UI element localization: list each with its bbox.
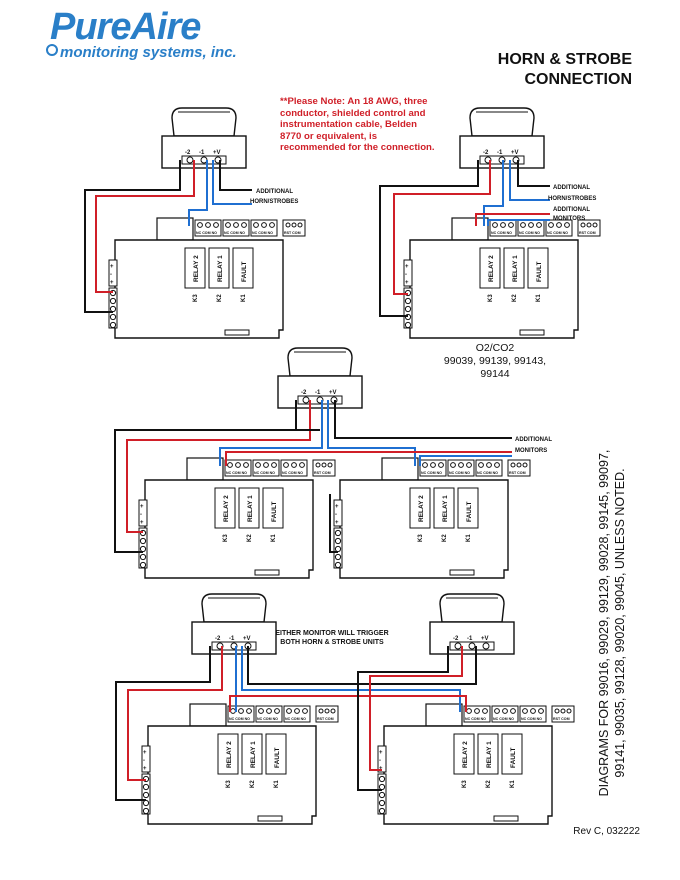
horn-strobe-unit-2 bbox=[460, 108, 544, 168]
left-terminal-sign: + bbox=[405, 264, 409, 270]
horn-terminal-label: -1 bbox=[497, 150, 503, 156]
relay-terminal-label: NC COM NO bbox=[252, 231, 273, 235]
left-terminal-screw bbox=[110, 298, 115, 303]
left-terminal-sign: - bbox=[379, 758, 381, 764]
terminal-screw bbox=[303, 709, 308, 714]
terminal-screw bbox=[331, 709, 335, 713]
terminal-screw bbox=[316, 463, 320, 467]
monitor-board-3 bbox=[139, 458, 335, 578]
relay-terminal-label: NC COM NO bbox=[226, 471, 247, 475]
relay-terminal-label: NC COM NO bbox=[196, 231, 217, 235]
terminal-screw bbox=[236, 463, 241, 468]
reset-terminal-label: RST COM bbox=[553, 717, 570, 721]
terminal-screw bbox=[487, 463, 492, 468]
horn-terminal-label: -2 bbox=[215, 636, 221, 642]
left-terminal-sign: + bbox=[143, 750, 147, 756]
terminal-screw bbox=[272, 463, 277, 468]
terminal-screw bbox=[521, 223, 526, 228]
terminal-screw bbox=[565, 223, 570, 228]
terminal-screw bbox=[322, 463, 326, 467]
monitor-board-2 bbox=[404, 218, 600, 338]
terminal-screw bbox=[300, 463, 305, 468]
horn-terminal-label: +V bbox=[213, 150, 221, 156]
relay-code: K1 bbox=[274, 780, 280, 788]
board-connector bbox=[494, 816, 518, 821]
group-name: O2/CO2 bbox=[475, 342, 515, 354]
relay-terminal-label: NC COM NO bbox=[282, 471, 303, 475]
horn-terminal-label: +V bbox=[243, 636, 251, 642]
terminal-screw bbox=[451, 463, 456, 468]
left-terminal-sign: + bbox=[379, 766, 383, 772]
terminal-screw bbox=[467, 709, 472, 714]
horn-terminal-label: +V bbox=[511, 150, 519, 156]
left-terminal-sign: + bbox=[110, 280, 114, 286]
board-connector bbox=[258, 816, 282, 821]
relay-label: FAULT bbox=[466, 501, 473, 522]
monitor-board-1 bbox=[109, 218, 305, 338]
left-terminal-screw bbox=[143, 784, 148, 789]
terminal-screw bbox=[509, 223, 514, 228]
left-terminal-screw bbox=[143, 808, 148, 813]
terminal-screw bbox=[328, 463, 332, 467]
terminal-screw bbox=[557, 223, 562, 228]
left-terminal-screw bbox=[140, 554, 145, 559]
terminal-screw bbox=[467, 463, 472, 468]
left-terminal-sign: - bbox=[405, 272, 407, 278]
horn-terminal-screw bbox=[469, 643, 475, 649]
board-connector bbox=[255, 570, 279, 575]
terminal-screw bbox=[231, 709, 236, 714]
horn-terminal-label: -1 bbox=[467, 636, 473, 642]
relay-label: FAULT bbox=[510, 747, 517, 768]
horn-strobe-unit-5 bbox=[192, 594, 276, 654]
relay-code: K2 bbox=[247, 534, 253, 542]
left-terminal-screw bbox=[379, 776, 384, 781]
terminal-screw bbox=[593, 223, 597, 227]
terminal-screw bbox=[267, 709, 272, 714]
terminal-screw bbox=[319, 709, 323, 713]
horn-strobes-label-2: HORN/STROBES bbox=[548, 196, 597, 202]
terminal-screw bbox=[511, 463, 515, 467]
terminal-screw bbox=[549, 223, 554, 228]
left-terminal-sign: - bbox=[335, 512, 337, 518]
wire-blue-3 bbox=[220, 400, 322, 466]
terminal-screw bbox=[226, 223, 231, 228]
terminal-screw bbox=[539, 709, 544, 714]
relay-code: K2 bbox=[250, 780, 256, 788]
wire-blue-1 bbox=[189, 160, 207, 226]
left-terminal-screw bbox=[379, 808, 384, 813]
trigger-line-1: EITHER MONITOR WILL TRIGGER bbox=[275, 630, 389, 637]
logo-name: PureAire bbox=[50, 6, 201, 48]
terminal-screw bbox=[325, 709, 329, 713]
additional-label-1: ADDITIONAL bbox=[256, 189, 293, 195]
models-line-2: 99141, 99035, 99128, 99020, 99045, UNLESS NOTED. bbox=[613, 468, 627, 778]
horn-terminal-screw bbox=[303, 397, 309, 403]
left-terminal-screw bbox=[335, 538, 340, 543]
relay-label: RELAY 1 bbox=[247, 495, 254, 522]
models-line-1: DIAGRAMS FOR 99016, 99029, 99129, 99028, 99145, 99097, bbox=[597, 449, 611, 797]
page-title bbox=[498, 50, 632, 90]
relay-code: K1 bbox=[241, 294, 247, 302]
terminal-screw bbox=[523, 709, 528, 714]
horn-terminal-screw bbox=[455, 643, 461, 649]
horn-terminal-label: -1 bbox=[315, 390, 321, 396]
relay-terminal-label: NC COM NO bbox=[285, 717, 306, 721]
relay-label: RELAY 1 bbox=[512, 255, 519, 282]
relay-label: RELAY 2 bbox=[226, 741, 233, 768]
terminal-screw bbox=[244, 463, 249, 468]
revision-label: Rev C, 032222 bbox=[573, 826, 640, 837]
monitor-board-5 bbox=[142, 704, 338, 824]
relay-code: K2 bbox=[486, 780, 492, 788]
horn-strobes-label-1: HORN/STROBES bbox=[250, 199, 299, 205]
reset-terminal-label: RST COM bbox=[579, 231, 596, 235]
left-terminal-sign: + bbox=[405, 280, 409, 286]
terminal-screw bbox=[286, 223, 290, 227]
relay-label: RELAY 2 bbox=[462, 741, 469, 768]
terminal-screw bbox=[298, 223, 302, 227]
wire-blue-4b bbox=[242, 646, 460, 712]
monitor-board-6 bbox=[378, 704, 574, 824]
relay-label: RELAY 2 bbox=[488, 255, 495, 282]
board-connector bbox=[225, 330, 249, 335]
group-models: 99039, 99139, 99143, 99144 bbox=[443, 355, 547, 380]
trigger-note bbox=[272, 629, 392, 647]
left-terminal-sign: - bbox=[140, 512, 142, 518]
relay-terminal-label: NC COM NO bbox=[449, 471, 470, 475]
terminal-screw bbox=[503, 709, 508, 714]
monitor-board-4 bbox=[334, 458, 530, 578]
board-connector bbox=[520, 330, 544, 335]
terminal-screw bbox=[493, 223, 498, 228]
left-terminal-screw bbox=[335, 530, 340, 535]
left-terminal-screw bbox=[143, 792, 148, 797]
relay-terminal-label: NC COM NO bbox=[521, 717, 542, 721]
relay-label: FAULT bbox=[271, 501, 278, 522]
terminal-screw bbox=[523, 463, 527, 467]
trigger-line-2: BOTH HORN & STROBE UNITS bbox=[280, 639, 384, 646]
relay-code: K2 bbox=[442, 534, 448, 542]
terminal-screw bbox=[198, 223, 203, 228]
horn-strobe-unit-3 bbox=[278, 348, 362, 408]
left-terminal-sign: + bbox=[379, 750, 383, 756]
terminal-screw bbox=[479, 463, 484, 468]
terminal-screw bbox=[587, 223, 591, 227]
terminal-screw bbox=[270, 223, 275, 228]
terminal-screw bbox=[239, 709, 244, 714]
terminal-screw bbox=[292, 463, 297, 468]
relay-code: K1 bbox=[466, 534, 472, 542]
relay-code: K1 bbox=[510, 780, 516, 788]
left-terminal-sign: + bbox=[335, 504, 339, 510]
relay-code: K2 bbox=[512, 294, 518, 302]
relay-label: RELAY 2 bbox=[223, 495, 230, 522]
o2-co2-label bbox=[440, 342, 550, 381]
terminal-screw bbox=[287, 709, 292, 714]
terminal-screw bbox=[501, 223, 506, 228]
relay-label: FAULT bbox=[241, 261, 248, 282]
terminal-screw bbox=[537, 223, 542, 228]
relay-code: K3 bbox=[193, 294, 199, 302]
relay-label: FAULT bbox=[274, 747, 281, 768]
relay-label: RELAY 1 bbox=[217, 255, 224, 282]
terminal-screw bbox=[284, 463, 289, 468]
left-terminal-sign: + bbox=[110, 264, 114, 270]
left-terminal-screw bbox=[335, 546, 340, 551]
relay-terminal-label: NC COM NO bbox=[465, 717, 486, 721]
horn-terminal-label: -2 bbox=[301, 390, 307, 396]
horn-terminal-label: +V bbox=[329, 390, 337, 396]
board-tab bbox=[452, 218, 488, 240]
terminal-screw bbox=[495, 709, 500, 714]
horn-terminal-screw bbox=[187, 157, 193, 163]
left-terminal-sign: - bbox=[110, 272, 112, 278]
terminal-screw bbox=[495, 463, 500, 468]
left-terminal-screw bbox=[379, 792, 384, 797]
relay-label: RELAY 1 bbox=[442, 495, 449, 522]
left-terminal-screw bbox=[140, 538, 145, 543]
cable-note: **Please Note: An 18 AWG, three conductor, shielded control and instrumentation cable, Belden 8770 or equivalent, is recommended for the connection. bbox=[280, 96, 435, 153]
relay-code: K2 bbox=[217, 294, 223, 302]
terminal-screw bbox=[555, 709, 559, 713]
left-terminal-sign: + bbox=[140, 504, 144, 510]
terminal-screw bbox=[561, 709, 565, 713]
monitors-label-2: MONITORS bbox=[553, 216, 586, 222]
terminal-screw bbox=[439, 463, 444, 468]
wire-blue-3b bbox=[328, 400, 415, 466]
left-terminal-sign: + bbox=[335, 520, 339, 526]
relay-code: K3 bbox=[226, 780, 232, 788]
relay-code: K3 bbox=[418, 534, 424, 542]
terminal-screw bbox=[581, 223, 585, 227]
left-terminal-screw bbox=[110, 314, 115, 319]
board-tab bbox=[382, 458, 418, 480]
relay-label: RELAY 1 bbox=[486, 741, 493, 768]
relay-code: K3 bbox=[488, 294, 494, 302]
left-terminal-sign: + bbox=[143, 766, 147, 772]
terminal-screw bbox=[295, 709, 300, 714]
relay-terminal-label: NC COM NO bbox=[493, 717, 514, 721]
terminal-screw bbox=[228, 463, 233, 468]
relay-terminal-label: NC COM NO bbox=[491, 231, 512, 235]
reset-terminal-label: RST COM bbox=[284, 231, 301, 235]
left-terminal-screw bbox=[143, 800, 148, 805]
additional-label-4: ADDITIONAL bbox=[515, 437, 552, 443]
logo-tagline: monitoring systems, inc. bbox=[60, 44, 237, 61]
relay-label: RELAY 2 bbox=[193, 255, 200, 282]
terminal-screw bbox=[475, 709, 480, 714]
terminal-screw bbox=[206, 223, 211, 228]
relay-label: FAULT bbox=[536, 261, 543, 282]
terminal-screw bbox=[262, 223, 267, 228]
terminal-screw bbox=[459, 463, 464, 468]
left-terminal-screw bbox=[140, 562, 145, 567]
monitors-label-3: MONITORS bbox=[515, 448, 548, 454]
left-terminal-screw bbox=[335, 562, 340, 567]
relay-code: K1 bbox=[271, 534, 277, 542]
terminal-screw bbox=[256, 463, 261, 468]
relay-terminal-label: NC COM NO bbox=[547, 231, 568, 235]
relay-code: K3 bbox=[462, 780, 468, 788]
models-note bbox=[596, 413, 628, 833]
relay-label: RELAY 1 bbox=[250, 741, 257, 768]
left-terminal-screw bbox=[110, 322, 115, 327]
left-terminal-sign: + bbox=[140, 520, 144, 526]
additional-label-2: ADDITIONAL bbox=[553, 185, 590, 191]
relay-terminal-label: NC COM NO bbox=[254, 471, 275, 475]
terminal-screw bbox=[242, 223, 247, 228]
left-terminal-screw bbox=[379, 784, 384, 789]
terminal-screw bbox=[292, 223, 296, 227]
relay-terminal-label: NC COM NO bbox=[229, 717, 250, 721]
horn-terminal-label: -1 bbox=[199, 150, 205, 156]
relay-code: K1 bbox=[536, 294, 542, 302]
horn-terminal-label: -2 bbox=[185, 150, 191, 156]
relay-terminal-label: NC COM NO bbox=[257, 717, 278, 721]
terminal-screw bbox=[531, 709, 536, 714]
left-terminal-sign: - bbox=[143, 758, 145, 764]
horn-strobe-unit-6 bbox=[430, 594, 514, 654]
terminal-screw bbox=[423, 463, 428, 468]
terminal-screw bbox=[254, 223, 259, 228]
board-tab bbox=[157, 218, 193, 240]
horn-terminal-label: -1 bbox=[229, 636, 235, 642]
relay-code: K3 bbox=[223, 534, 229, 542]
horn-terminal-label: +V bbox=[481, 636, 489, 642]
horn-terminal-label: -2 bbox=[483, 150, 489, 156]
horn-strobe-unit-1 bbox=[162, 108, 246, 168]
title-line-1: HORN & STROBE bbox=[497, 51, 632, 68]
terminal-screw bbox=[511, 709, 516, 714]
terminal-screw bbox=[517, 463, 521, 467]
terminal-screw bbox=[431, 463, 436, 468]
left-terminal-screw bbox=[405, 322, 410, 327]
left-terminal-screw bbox=[335, 554, 340, 559]
board-tab bbox=[190, 704, 226, 726]
board-connector bbox=[450, 570, 474, 575]
board-tab bbox=[426, 704, 462, 726]
left-terminal-screw bbox=[405, 298, 410, 303]
terminal-screw bbox=[529, 223, 534, 228]
relay-terminal-label: NC COM NO bbox=[421, 471, 442, 475]
terminal-screw bbox=[275, 709, 280, 714]
horn-terminal-label: -2 bbox=[453, 636, 459, 642]
relay-label: RELAY 2 bbox=[418, 495, 425, 522]
terminal-screw bbox=[234, 223, 239, 228]
relay-terminal-label: NC COM NO bbox=[224, 231, 245, 235]
reset-terminal-label: RST COM bbox=[317, 717, 334, 721]
reset-terminal-label: RST COM bbox=[509, 471, 526, 475]
terminal-screw bbox=[567, 709, 571, 713]
terminal-screw bbox=[259, 709, 264, 714]
left-terminal-screw bbox=[405, 306, 410, 311]
reset-terminal-label: RST COM bbox=[314, 471, 331, 475]
left-terminal-screw bbox=[379, 800, 384, 805]
additional-label-3: ADDITIONAL bbox=[553, 207, 590, 213]
relay-terminal-label: NC COM NO bbox=[519, 231, 540, 235]
terminal-screw bbox=[264, 463, 269, 468]
left-terminal-screw bbox=[140, 546, 145, 551]
relay-terminal-label: NC COM NO bbox=[477, 471, 498, 475]
terminal-screw bbox=[214, 223, 219, 228]
left-terminal-screw bbox=[110, 306, 115, 311]
terminal-screw bbox=[483, 709, 488, 714]
terminal-screw bbox=[247, 709, 252, 714]
horn-terminal-screw bbox=[483, 643, 489, 649]
title-line-2: CONNECTION bbox=[524, 71, 632, 88]
board-tab bbox=[187, 458, 223, 480]
